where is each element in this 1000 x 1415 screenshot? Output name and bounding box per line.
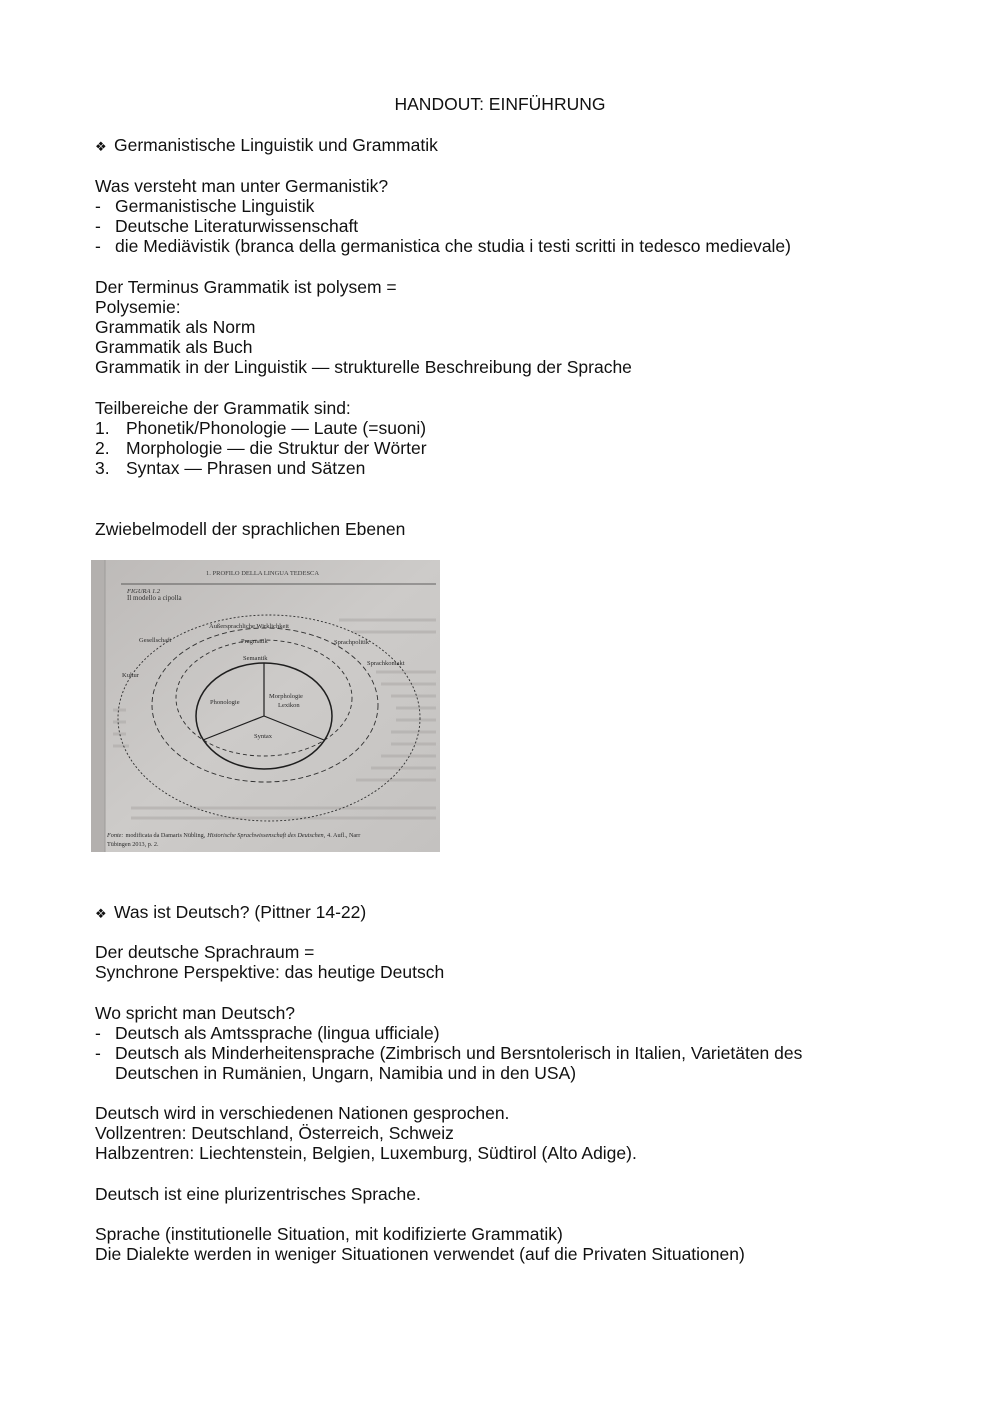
label-outer-top: Außersprachliche Wirklichkeit — [209, 623, 289, 630]
numbered-item — [95, 438, 427, 458]
section-heading-text: Was ist Deutsch? (Pittner 14-22) — [114, 902, 367, 922]
section-heading-linguistik — [95, 135, 438, 157]
dash-bullet: - — [95, 196, 101, 216]
question-germanistik: Was versteht man unter Germanistik? — [95, 176, 389, 196]
text-line: Synchrone Perspektive: das heutige Deutsch — [95, 962, 445, 982]
list-item — [95, 1043, 802, 1063]
label-phonologie: Phonologie — [210, 699, 240, 706]
text-line: Polysemie: — [95, 297, 181, 317]
label-kultur: Kultur — [122, 672, 139, 679]
list-item — [95, 216, 358, 236]
dash-bullet: - — [95, 216, 101, 236]
text-line: Grammatik in der Linguistik — strukturelle Beschreibung der Sprache — [95, 357, 632, 377]
question-wo: Wo spricht man Deutsch? — [95, 1003, 296, 1023]
left-page-edge — [91, 560, 105, 852]
label-sprachpolitik: Sprachpolitik — [334, 639, 370, 646]
diamond-bullet-icon: ❖ — [95, 906, 107, 921]
figure-caption: Il modello a cipolla — [127, 594, 182, 602]
list-item-text: Deutsch als Minderheitensprache (Zimbrisch und Bersntolerisch in Italien, Varietäten des — [115, 1043, 803, 1063]
label-syntax: Syntax — [254, 733, 273, 740]
text-line: Der Terminus Grammatik ist polysem = — [95, 277, 397, 297]
label-lexikon: Lexikon — [278, 702, 300, 709]
source-title: Historische Sprachwissenschaft des Deutschen, — [207, 832, 326, 839]
text-line: Grammatik als Buch — [95, 337, 253, 357]
diamond-bullet-icon: ❖ — [95, 139, 107, 154]
list-item-text: Germanistische Linguistik — [115, 196, 315, 216]
text-line: Der deutsche Sprachraum = — [95, 942, 315, 962]
text-line: Die Dialekte werden in weniger Situationen verwendet (auf die Privaten Situationen) — [95, 1244, 745, 1264]
item-text: Phonetik/Phonologie — Laute (=suoni) — [126, 418, 427, 438]
section-heading-deutsch — [95, 902, 366, 924]
label-gesellschaft: Gesellschaft — [139, 637, 172, 644]
item-text: Morphologie — die Struktur der Wörter — [126, 438, 427, 458]
onion-model-figure — [91, 560, 440, 852]
item-number: 2. — [95, 438, 110, 458]
figure-page-header: 1. PROFILO DELLA LINGUA TEDESCA — [206, 570, 320, 577]
list-item-continuation: Deutschen in Rumänien, Ungarn, Namibia und in den USA) — [115, 1063, 577, 1083]
text-line: Deutsch wird in verschiedenen Nationen gesprochen. — [95, 1103, 510, 1123]
model-heading: Zwiebelmodell der sprachlichen Ebenen — [95, 519, 406, 539]
list-item-text: Deutsche Literaturwissenschaft — [115, 216, 359, 236]
text-line: Deutsch ist eine plurizentrisches Sprache. — [95, 1184, 421, 1204]
label-morphologie: Morphologie — [269, 693, 303, 700]
list-item — [95, 236, 791, 256]
text-line: Grammatik als Norm — [95, 317, 256, 337]
item-number: 3. — [95, 458, 110, 478]
source-label: Fonte: — [107, 832, 124, 839]
dash-bullet: - — [95, 236, 101, 256]
label-pragmatik: Pragmatik — [241, 638, 268, 645]
text-line: Sprache (institutionelle Situation, mit kodifizierte Grammatik) — [95, 1224, 563, 1244]
page-title: HANDOUT: EINFÜHRUNG — [394, 94, 606, 114]
figure-source-line1: Fonte: modificata da Damaris Nübling, Historische Sprachwissenschaft des Deutschen, 4. Aufl., Narr — [107, 832, 361, 839]
item-text: Syntax — Phrasen und Sätzen — [126, 458, 366, 478]
dash-bullet: - — [95, 1023, 101, 1043]
item-number: 1. — [95, 418, 110, 438]
label-semantik: Semantik — [243, 655, 268, 662]
figure-label: FIGURA 1.2 — [127, 588, 161, 595]
list-item — [95, 196, 314, 216]
dash-bullet: - — [95, 1043, 101, 1063]
text-line: Halbzentren: Liechtenstein, Belgien, Luxemburg, Südtirol (Alto Adige). — [95, 1143, 637, 1163]
numbered-item — [95, 418, 426, 438]
list-item — [95, 1023, 440, 1043]
list-item-text: Deutsch als Amtssprache (lingua ufficiale) — [115, 1023, 440, 1043]
label-sprachkontakt: Sprachkontakt — [367, 660, 405, 667]
numbered-item — [95, 458, 365, 478]
text-line: Vollzentren: Deutschland, Österreich, Schweiz — [95, 1123, 454, 1143]
teilbereiche-heading: Teilbereiche der Grammatik sind: — [95, 398, 351, 418]
section-heading-text: Germanistische Linguistik und Grammatik — [114, 135, 438, 155]
list-item-text: die Mediävistik (branca della germanistica che studia i testi scritti in tedesco medievale) — [115, 236, 791, 256]
figure-source-line2: Tübingen 2013, p. 2. — [107, 841, 159, 848]
